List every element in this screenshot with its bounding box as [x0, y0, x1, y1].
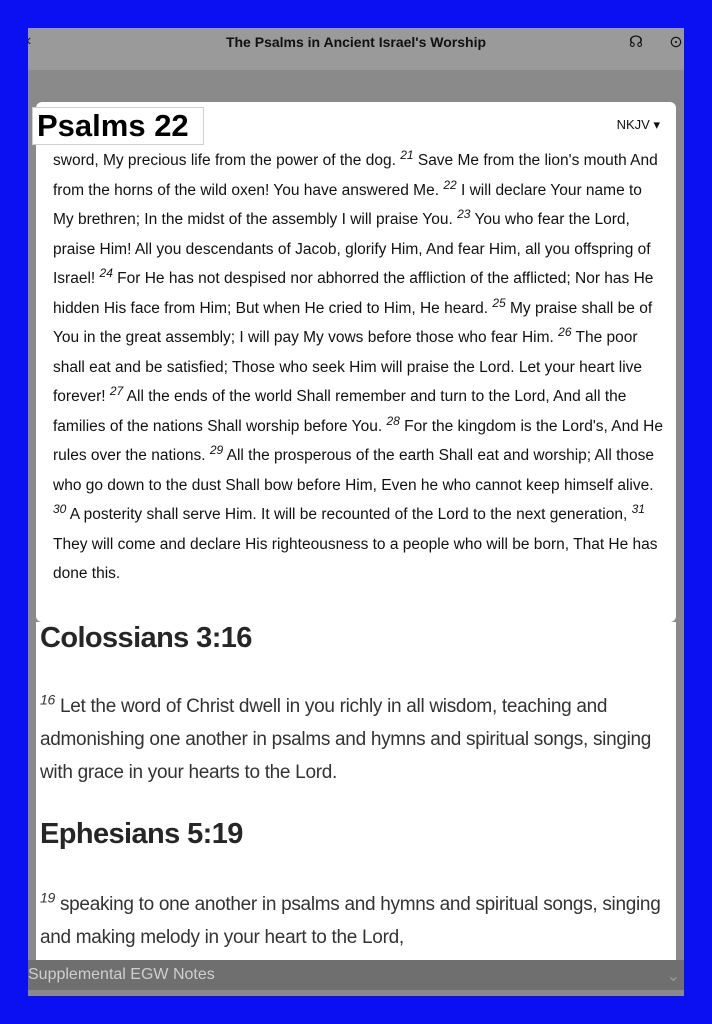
passage-reference: Psalms 22	[32, 107, 204, 145]
verse-number: 29	[209, 442, 224, 457]
verse-text: Let the word of Christ dwell in you richly in all wisdom, teaching and admonishing one another in psalms and hymns and spiritual songs, singing with grace in your hearts to the Lord.	[40, 696, 652, 783]
headphones-icon[interactable]: ☊	[628, 34, 644, 51]
verse-number: 22	[443, 177, 457, 192]
quoted-verses-panel	[36, 622, 676, 960]
verse-text: For the kingdom is the Lord's, And He rules over the nations.	[53, 417, 663, 464]
verse-text: All the ends of the world Shall remember and turn to the Lord, And all the families of the nations Shall worship before You.	[53, 388, 627, 435]
back-chevron-icon[interactable]: ‹	[26, 32, 32, 49]
verse-text: All the prosperous of the earth Shall eat and worship; All those who go down to the dust Shall bow before Him, Even he who cannot keep himself alive.	[53, 447, 654, 494]
ephesians-verse	[40, 888, 670, 954]
more-icon[interactable]: ⊙	[669, 34, 683, 51]
verse-text: You who fear the Lord, praise Him! All you descendants of Jacob, glorify Him, And fear Him, all you offspring of Israel!	[53, 211, 651, 287]
scripture-popup	[36, 102, 676, 622]
verse-number: 23	[457, 206, 471, 221]
colossians-verse	[40, 690, 670, 789]
dropdown-triangle-icon: ▾	[653, 117, 660, 132]
verse-number: 27	[109, 383, 124, 398]
verse-text: My praise shall be of You in the great assembly; I will pay My vows before those who fear Him.	[53, 299, 653, 346]
verse-text: sword, My precious life from the power of the dog.	[53, 152, 401, 169]
verse-number: 19	[40, 889, 55, 906]
ephesians-heading: Ephesians 5:19	[40, 818, 243, 850]
verse-number: 26	[558, 324, 572, 339]
verse-number: 25	[492, 295, 506, 310]
verse-text: speaking to one another in psalms and hymns and spiritual songs, singing and making melody in your heart to the Lord,	[40, 894, 661, 948]
version-label: NKJV	[616, 117, 650, 132]
verse-number: 21	[400, 147, 414, 162]
version-selector[interactable]	[617, 117, 660, 133]
verse-number: 28	[386, 413, 400, 428]
verse-number: 16	[40, 691, 55, 708]
verse-text: A posterity shall serve Him. It will be recounted of the Lord to the next generation,	[66, 506, 632, 523]
verse-text: The poor shall eat and be satisfied; Those who seek Him will praise the Lord. Let your heart live forever!	[53, 329, 643, 405]
verse-text: I will declare Your name to My brethren; In the midst of the assembly I will praise You.	[53, 181, 642, 228]
colossians-heading: Colossians 3:16	[40, 622, 252, 654]
verse-text: Save Me from the lion's mouth And from the horns of the wild oxen! You have answered Me.	[53, 152, 658, 199]
supplemental-notes-label: Supplemental EGW Notes	[28, 966, 215, 983]
page-title: The Psalms in Ancient Israel's Worship	[225, 34, 487, 50]
verse-text: They will come and declare His righteousness to a people who will be born, That He has done this.	[53, 535, 658, 582]
top-bar	[28, 28, 684, 70]
verse-text: For He has not despised nor abhorred the affliction of the afflicted; Nor has He hidden His face from Him; But when He cried to Him, He heard.	[53, 270, 654, 317]
passage-text	[53, 146, 663, 589]
chevron-down-icon[interactable]: ⌄	[666, 968, 680, 985]
verse-number: 30	[53, 501, 67, 516]
verse-number: 24	[99, 265, 113, 280]
verse-number: 31	[631, 501, 645, 516]
supplemental-notes-bar[interactable]	[28, 960, 684, 990]
